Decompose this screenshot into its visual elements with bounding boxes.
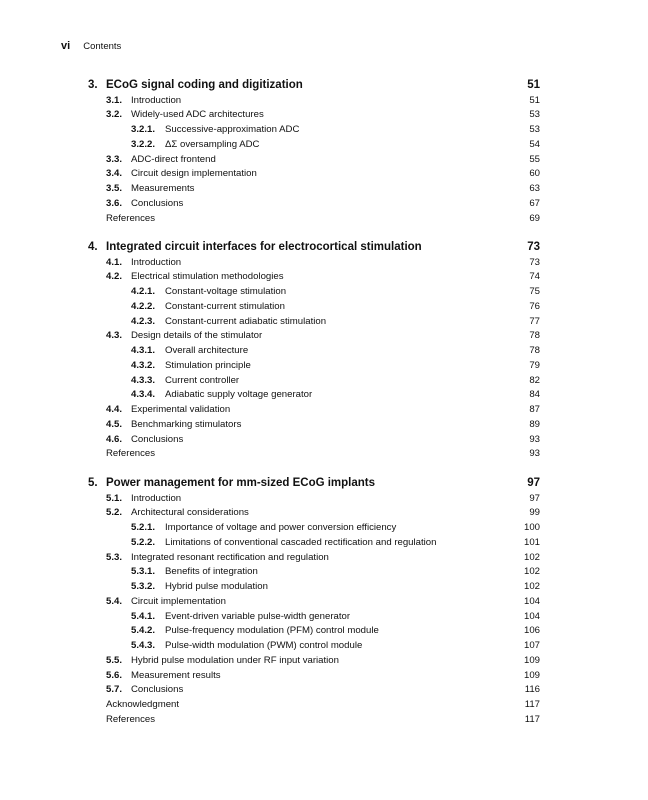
section-entry	[0, 256, 648, 270]
chapter-title: Integrated circuit interfaces for electrocortical stimulation	[106, 241, 422, 253]
chapter-entry	[0, 239, 648, 255]
entry-page: 73	[529, 256, 540, 268]
entry-number: 5.2.2.	[131, 536, 156, 548]
entry-page: 74	[529, 271, 540, 283]
entry-page: 67	[529, 197, 540, 209]
chapter-page: 51	[527, 79, 540, 91]
entry-page: 116	[524, 684, 540, 696]
entry-number: 4.2.1.	[131, 286, 156, 297]
entry-page: 78	[529, 345, 540, 356]
entry-title: Benchmarking stimulators	[131, 418, 242, 430]
entry-title: Constant-current stimulation	[165, 300, 285, 312]
entry-title: ΔΣ oversampling ADC	[165, 138, 260, 150]
entry-title: ADC-direct frontend	[131, 153, 216, 165]
section-entry	[0, 197, 648, 211]
section-entry	[0, 683, 648, 697]
entry-number: 3.5.	[106, 183, 123, 194]
entry-page: 106	[523, 625, 540, 637]
entry-page: 93	[529, 433, 540, 445]
entry-page: 78	[529, 330, 540, 342]
entry-title: Introduction	[131, 256, 182, 268]
section-entry	[0, 669, 648, 683]
entry-title: Adiabatic supply voltage generator	[165, 389, 313, 401]
chapter-page: 73	[527, 241, 540, 253]
entry-title: Conclusions	[131, 433, 184, 445]
chapter-number: 4.	[88, 241, 98, 253]
section-entry	[0, 492, 648, 506]
entry-page: 79	[529, 359, 540, 371]
subsection-entry	[0, 315, 648, 329]
section-entry	[0, 551, 648, 565]
entry-number: 3.6.	[106, 197, 123, 209]
entry-page: 63	[529, 183, 540, 194]
entry-page: 76	[529, 300, 540, 312]
entry-page: 93	[529, 448, 540, 460]
section-entry	[0, 433, 648, 447]
subsection-entry	[0, 388, 648, 402]
entry-number: 5.4.	[106, 595, 123, 607]
section-entry	[0, 167, 648, 181]
entry-number: 5.4.2.	[131, 625, 156, 637]
section-entry	[0, 595, 648, 609]
entry-number: 5.3.2.	[131, 581, 156, 592]
entry-title: Hybrid pulse modulation under RF input variation	[131, 654, 339, 666]
entry-title: Successive-approximation ADC	[165, 124, 300, 135]
back-matter-entry	[0, 212, 648, 226]
entry-page: 104	[523, 610, 540, 622]
entry-title: Conclusions	[131, 684, 184, 696]
entry-number: 5.7.	[106, 684, 123, 696]
entry-page: 109	[523, 669, 540, 681]
entry-title: Constant-voltage stimulation	[165, 286, 287, 297]
entry-page: 102	[523, 581, 540, 592]
entry-page: 97	[529, 492, 540, 504]
entry-number: 4.4.	[106, 404, 123, 415]
section-entry	[0, 94, 648, 108]
entry-page: 53	[529, 109, 540, 121]
chapter-title: ECoG signal coding and digitization	[106, 79, 303, 91]
subsection-entry	[0, 624, 648, 638]
section-entry	[0, 153, 648, 167]
entry-page: 69	[529, 212, 540, 224]
entry-page: 75	[529, 286, 540, 297]
entry-number: 4.2.3.	[131, 315, 156, 327]
section-entry	[0, 506, 648, 520]
entry-page: 87	[529, 404, 540, 415]
chapter-number: 3.	[88, 79, 98, 91]
section-entry	[0, 403, 648, 417]
entry-page: 60	[529, 168, 540, 180]
entry-number: 3.2.	[106, 109, 123, 121]
back-matter-entry	[0, 698, 648, 712]
entry-title: Circuit design implementation	[131, 168, 257, 180]
entry-number: 5.4.1.	[131, 610, 156, 622]
running-title: Contents	[83, 41, 122, 52]
entry-number: 4.2.2.	[131, 300, 156, 312]
entry-title: Pulse-frequency modulation (PFM) control module	[165, 625, 379, 637]
entry-title: Electrical stimulation methodologies	[131, 271, 284, 283]
subsection-entry	[0, 580, 648, 594]
entry-title: Introduction	[131, 94, 182, 106]
entry-page: 100	[523, 522, 540, 533]
entry-number: 4.2.	[106, 271, 123, 283]
chapter-title: Power management for mm-sized ECoG implants	[106, 477, 376, 489]
entry-page: 104	[523, 595, 540, 607]
entry-title: Circuit implementation	[131, 595, 226, 607]
subsection-entry	[0, 565, 648, 579]
section-entry	[0, 329, 648, 343]
entry-page: 82	[529, 374, 540, 386]
entry-title: References	[106, 448, 156, 460]
entry-title: Integrated resonant rectification and regulation	[131, 551, 329, 563]
entry-number: 5.2.	[106, 507, 123, 519]
entry-title: Design details of the stimulator	[131, 330, 263, 342]
entry-page: 117	[524, 713, 540, 725]
entry-title: Stimulation principle	[165, 359, 251, 371]
subsection-entry	[0, 521, 648, 535]
subsection-entry	[0, 359, 648, 373]
entry-page: 109	[523, 654, 540, 666]
entry-title: Experimental validation	[131, 404, 231, 415]
entry-number: 5.2.1.	[131, 522, 156, 533]
entry-title: Acknowledgment	[106, 699, 180, 710]
entry-number: 4.3.1.	[131, 345, 156, 356]
entry-number: 5.3.	[106, 551, 123, 563]
entry-page: 55	[529, 153, 540, 165]
entry-title: Limitations of conventional cascaded rectification and regulation	[165, 536, 437, 548]
entry-number: 5.3.1.	[131, 566, 156, 578]
subsection-entry	[0, 374, 648, 388]
back-matter-entry	[0, 447, 648, 461]
entry-page: 102	[523, 566, 540, 578]
subsection-entry	[0, 344, 648, 358]
entry-title: Measurement results	[131, 669, 221, 681]
subsection-entry	[0, 123, 648, 137]
subsection-entry	[0, 300, 648, 314]
entry-number: 5.5.	[106, 654, 123, 666]
entry-number: 4.3.	[106, 330, 123, 342]
entry-page: 54	[529, 138, 540, 150]
entry-page: 117	[524, 699, 540, 710]
entry-number: 3.4.	[106, 168, 123, 180]
subsection-entry	[0, 285, 648, 299]
chapter-page: 97	[527, 477, 540, 489]
entry-number: 4.3.2.	[131, 359, 156, 371]
entry-page: 84	[529, 389, 540, 401]
entry-page: 51	[529, 94, 540, 106]
subsection-entry	[0, 639, 648, 653]
entry-title: Pulse-width modulation (PWM) control module	[165, 640, 363, 651]
entry-number: 4.6.	[106, 433, 123, 445]
entry-title: Widely-used ADC architectures	[131, 109, 264, 121]
entry-title: Conclusions	[131, 197, 184, 209]
entry-title: Importance of voltage and power conversion efficiency	[165, 522, 397, 533]
chapter-number: 5.	[88, 477, 98, 489]
entry-title: References	[106, 212, 156, 224]
entry-number: 4.3.3.	[131, 374, 156, 386]
entry-number: 3.1.	[106, 94, 123, 106]
entry-title: Hybrid pulse modulation	[165, 581, 268, 592]
entry-title: Overall architecture	[165, 345, 249, 356]
entry-title: Current controller	[165, 374, 240, 386]
section-entry	[0, 654, 648, 668]
page-number: vi	[61, 40, 71, 52]
entry-title: Measurements	[131, 183, 195, 194]
subsection-entry	[0, 610, 648, 624]
entry-title: References	[106, 713, 156, 725]
entry-page: 102	[523, 551, 540, 563]
section-entry	[0, 270, 648, 284]
entry-number: 4.5.	[106, 418, 123, 430]
entry-page: 53	[529, 124, 540, 135]
entry-page: 101	[523, 536, 540, 548]
entry-title: Event-driven variable pulse-width generator	[165, 610, 351, 622]
entry-number: 4.3.4.	[131, 389, 156, 401]
subsection-entry	[0, 536, 648, 550]
entry-number: 3.3.	[106, 153, 123, 165]
subsection-entry	[0, 138, 648, 152]
entry-number: 5.4.3.	[131, 640, 156, 651]
entry-number: 3.2.2.	[131, 138, 156, 150]
entry-title: Constant-current adiabatic stimulation	[165, 315, 327, 327]
entry-title: Benefits of integration	[165, 566, 258, 578]
chapter-entry	[0, 475, 648, 491]
entry-page: 99	[529, 507, 540, 519]
entry-number: 4.1.	[106, 256, 123, 268]
section-entry	[0, 418, 648, 432]
entry-page: 107	[523, 640, 540, 651]
entry-title: Introduction	[131, 492, 182, 504]
entry-number: 5.1.	[106, 492, 123, 504]
back-matter-entry	[0, 713, 648, 727]
entry-page: 89	[529, 418, 540, 430]
entry-page: 77	[529, 315, 540, 327]
entry-title: Architectural considerations	[131, 507, 249, 519]
chapter-entry	[0, 77, 648, 93]
entry-number: 3.2.1.	[131, 124, 156, 135]
section-entry	[0, 108, 648, 122]
section-entry	[0, 182, 648, 196]
entry-number: 5.6.	[106, 669, 123, 681]
